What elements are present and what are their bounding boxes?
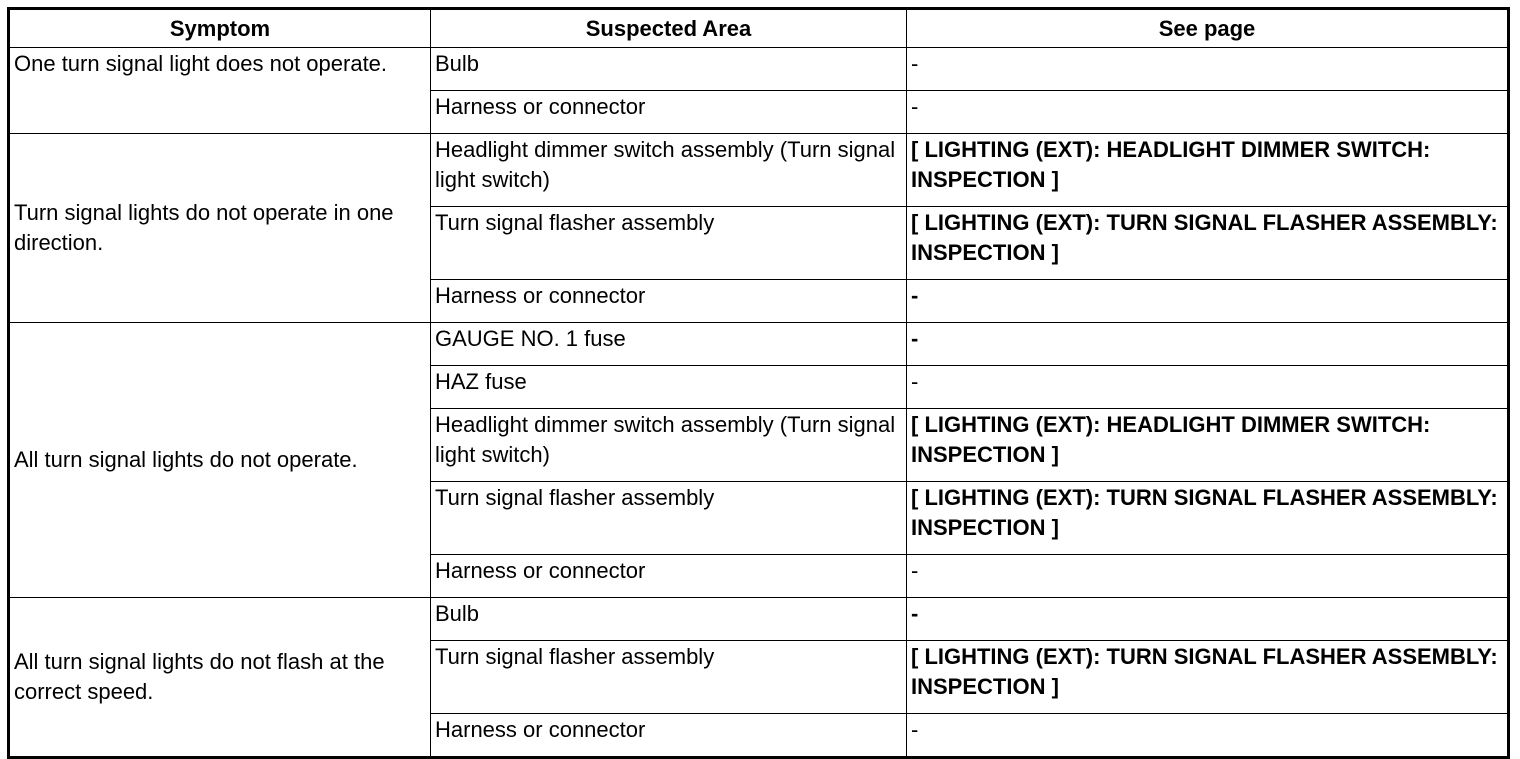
symptom-cell: All turn signal lights do not operate.	[9, 323, 431, 598]
see-page-cell: -	[907, 91, 1509, 134]
see-page-cell: -	[907, 48, 1509, 91]
table-row	[9, 323, 1509, 366]
see-page-cell: -	[907, 280, 1509, 323]
suspected-area-cell: Harness or connector	[431, 91, 907, 134]
header-row	[9, 9, 1509, 48]
see-page-cell: -	[907, 714, 1509, 758]
see-page-cell: -	[907, 323, 1509, 366]
see-page-link[interactable]: [ LIGHTING (EXT): HEADLIGHT DIMMER SWITCH: INSPECTION ]	[907, 409, 1509, 482]
table-row	[9, 598, 1509, 641]
suspected-area-cell: Turn signal flasher assembly	[431, 641, 907, 714]
header-symptom: Symptom	[9, 9, 431, 48]
symptom-cell: One turn signal light does not operate.	[9, 48, 431, 134]
see-page-link[interactable]: [ LIGHTING (EXT): TURN SIGNAL FLASHER ASSEMBLY: INSPECTION ]	[907, 207, 1509, 280]
suspected-area-cell: Harness or connector	[431, 714, 907, 758]
table-row	[9, 48, 1509, 91]
troubleshooting-table	[7, 7, 1510, 759]
suspected-area-cell: GAUGE NO. 1 fuse	[431, 323, 907, 366]
header-suspected-area: Suspected Area	[431, 9, 907, 48]
table-row	[9, 134, 1509, 207]
suspected-area-cell: Headlight dimmer switch assembly (Turn signal light switch)	[431, 134, 907, 207]
suspected-area-cell: Turn signal flasher assembly	[431, 482, 907, 555]
see-page-link[interactable]: [ LIGHTING (EXT): HEADLIGHT DIMMER SWITCH: INSPECTION ]	[907, 134, 1509, 207]
suspected-area-cell: Bulb	[431, 48, 907, 91]
symptom-cell: All turn signal lights do not flash at the correct speed.	[9, 598, 431, 758]
suspected-area-cell: Harness or connector	[431, 280, 907, 323]
see-page-cell: -	[907, 366, 1509, 409]
suspected-area-cell: Headlight dimmer switch assembly (Turn signal light switch)	[431, 409, 907, 482]
see-page-link[interactable]: [ LIGHTING (EXT): TURN SIGNAL FLASHER ASSEMBLY: INSPECTION ]	[907, 641, 1509, 714]
header-see-page: See page	[907, 9, 1509, 48]
suspected-area-cell: HAZ fuse	[431, 366, 907, 409]
suspected-area-cell: Turn signal flasher assembly	[431, 207, 907, 280]
see-page-cell: -	[907, 598, 1509, 641]
see-page-link[interactable]: [ LIGHTING (EXT): TURN SIGNAL FLASHER ASSEMBLY: INSPECTION ]	[907, 482, 1509, 555]
suspected-area-cell: Bulb	[431, 598, 907, 641]
see-page-cell: -	[907, 555, 1509, 598]
suspected-area-cell: Harness or connector	[431, 555, 907, 598]
symptom-cell: Turn signal lights do not operate in one direction.	[9, 134, 431, 323]
